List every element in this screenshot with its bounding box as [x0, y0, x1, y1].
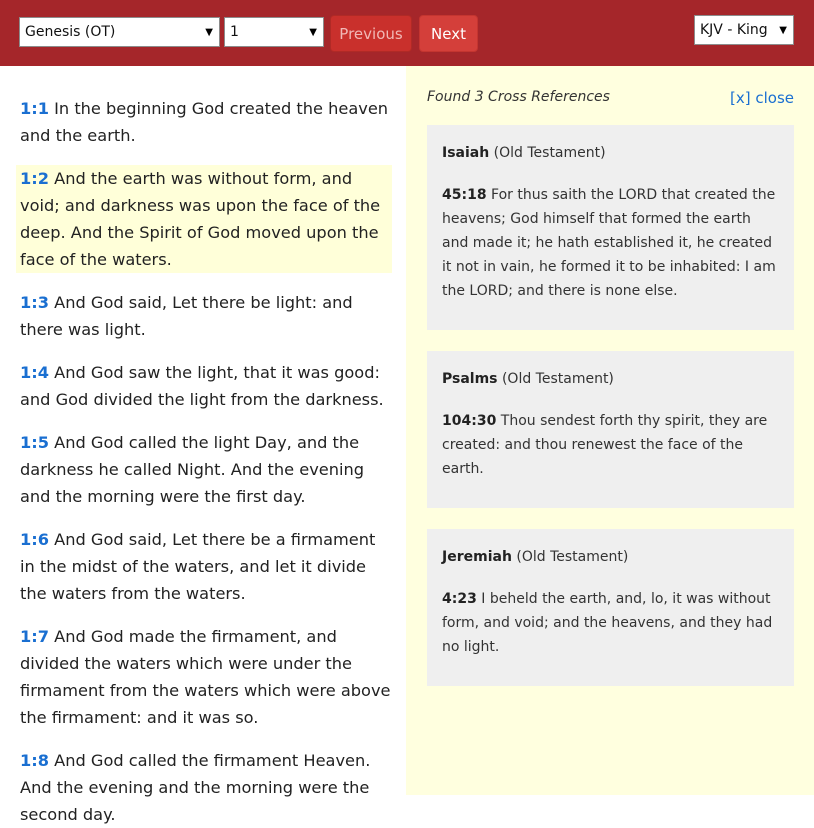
- cross-references-pane: [406, 66, 814, 795]
- verse-number-link[interactable]: 1:4: [20, 363, 49, 382]
- verse-number-link[interactable]: 1:7: [20, 627, 49, 646]
- next-button[interactable]: Next: [419, 15, 478, 52]
- verse-number-link[interactable]: 1:6: [20, 530, 49, 549]
- verse-item: [20, 526, 392, 607]
- cross-reference-text: [442, 409, 779, 481]
- cross-reference-text: [442, 183, 779, 303]
- cross-reference-testament: (Old Testament): [497, 371, 614, 387]
- cross-reference-verse[interactable]: 104:30: [442, 413, 497, 429]
- verse-text: And God called the firmament Heaven. And the evening and the morning were the second day.: [20, 751, 371, 824]
- verses-pane: [0, 66, 406, 824]
- chapter-select[interactable]: [224, 17, 324, 47]
- cross-reference-verse[interactable]: 45:18: [442, 187, 487, 203]
- verse-number-link[interactable]: 1:3: [20, 293, 49, 312]
- cross-reference-testament: (Old Testament): [489, 145, 606, 161]
- version-select[interactable]: [694, 15, 794, 45]
- chevron-down-icon: ▼: [205, 27, 213, 38]
- book-select-value: Genesis (OT): [25, 24, 116, 40]
- verse-number-link[interactable]: 1:2: [20, 169, 49, 188]
- version-select-value: KJV - King: [700, 22, 768, 38]
- cross-reference-verse[interactable]: 4:23: [442, 591, 477, 607]
- chevron-down-icon: ▼: [779, 25, 787, 36]
- verse-number-link[interactable]: 1:8: [20, 751, 49, 770]
- verse-text: And God made the firmament, and divided the waters which were under the firmament from the waters which were above the firmament: and it was so.: [20, 627, 391, 727]
- verse-text: And God called the light Day, and the darkness he called Night. And the evening and the morning were the first day.: [20, 433, 365, 506]
- book-select[interactable]: [19, 17, 220, 47]
- cross-reference-verse-text: I beheld the earth, and, lo, it was without form, and void; and the heavens, and they had no light.: [442, 591, 773, 655]
- cross-reference-heading: [442, 547, 779, 567]
- cross-reference-card: [427, 125, 794, 330]
- close-link[interactable]: [x] close: [730, 89, 794, 107]
- verse-text: In the beginning God created the heaven and the earth.: [20, 99, 389, 145]
- cross-reference-verse-text: Thou sendest forth thy spirit, they are created: and thou renewest the face of the earth.: [442, 413, 768, 477]
- cross-reference-book: Psalms: [442, 371, 498, 387]
- verse-item: [20, 429, 392, 510]
- top-toolbar: [0, 0, 814, 66]
- cross-reference-card: [427, 529, 794, 686]
- cross-reference-card: [427, 351, 794, 508]
- verse-text: And the earth was without form, and void; and darkness was upon the face of the deep. And the Spirit of God moved upon the face of the waters.: [20, 169, 381, 269]
- cross-reference-heading: [442, 369, 779, 389]
- cross-reference-book: Jeremiah: [442, 549, 512, 565]
- verse-item: [20, 359, 392, 413]
- verse-item: [20, 623, 392, 731]
- verse-item: [20, 95, 392, 149]
- cross-reference-testament: (Old Testament): [511, 549, 629, 565]
- cross-reference-book: Isaiah: [442, 145, 490, 161]
- verse-number-link[interactable]: 1:1: [20, 99, 49, 118]
- cross-references-title: Found 3 Cross References: [427, 89, 610, 105]
- verse-item-selected: [16, 165, 392, 273]
- previous-button[interactable]: Previous: [330, 15, 412, 52]
- verse-number-link[interactable]: 1:5: [20, 433, 49, 452]
- chapter-select-value: 1: [230, 24, 239, 40]
- verse-item: [20, 747, 392, 828]
- cross-reference-text: [442, 587, 779, 659]
- chevron-down-icon: ▼: [309, 27, 317, 38]
- cross-reference-verse-text: For thus saith the LORD that created the heavens; God himself that formed the earth and made it; he hath established it, he created it not in vain, he formed it to be inhabited: I am the LORD; and there is none else.: [442, 187, 776, 299]
- verse-item: [20, 289, 392, 343]
- verses-top-spacer: [20, 66, 392, 95]
- cross-reference-heading: [442, 143, 779, 163]
- verse-text: And God saw the light, that it was good: and God divided the light from the darkness.: [20, 363, 384, 409]
- verse-text: And God said, Let there be a firmament in the midst of the waters, and let it divide the waters from the waters.: [20, 530, 376, 603]
- verse-text: And God said, Let there be light: and there was light.: [20, 293, 353, 339]
